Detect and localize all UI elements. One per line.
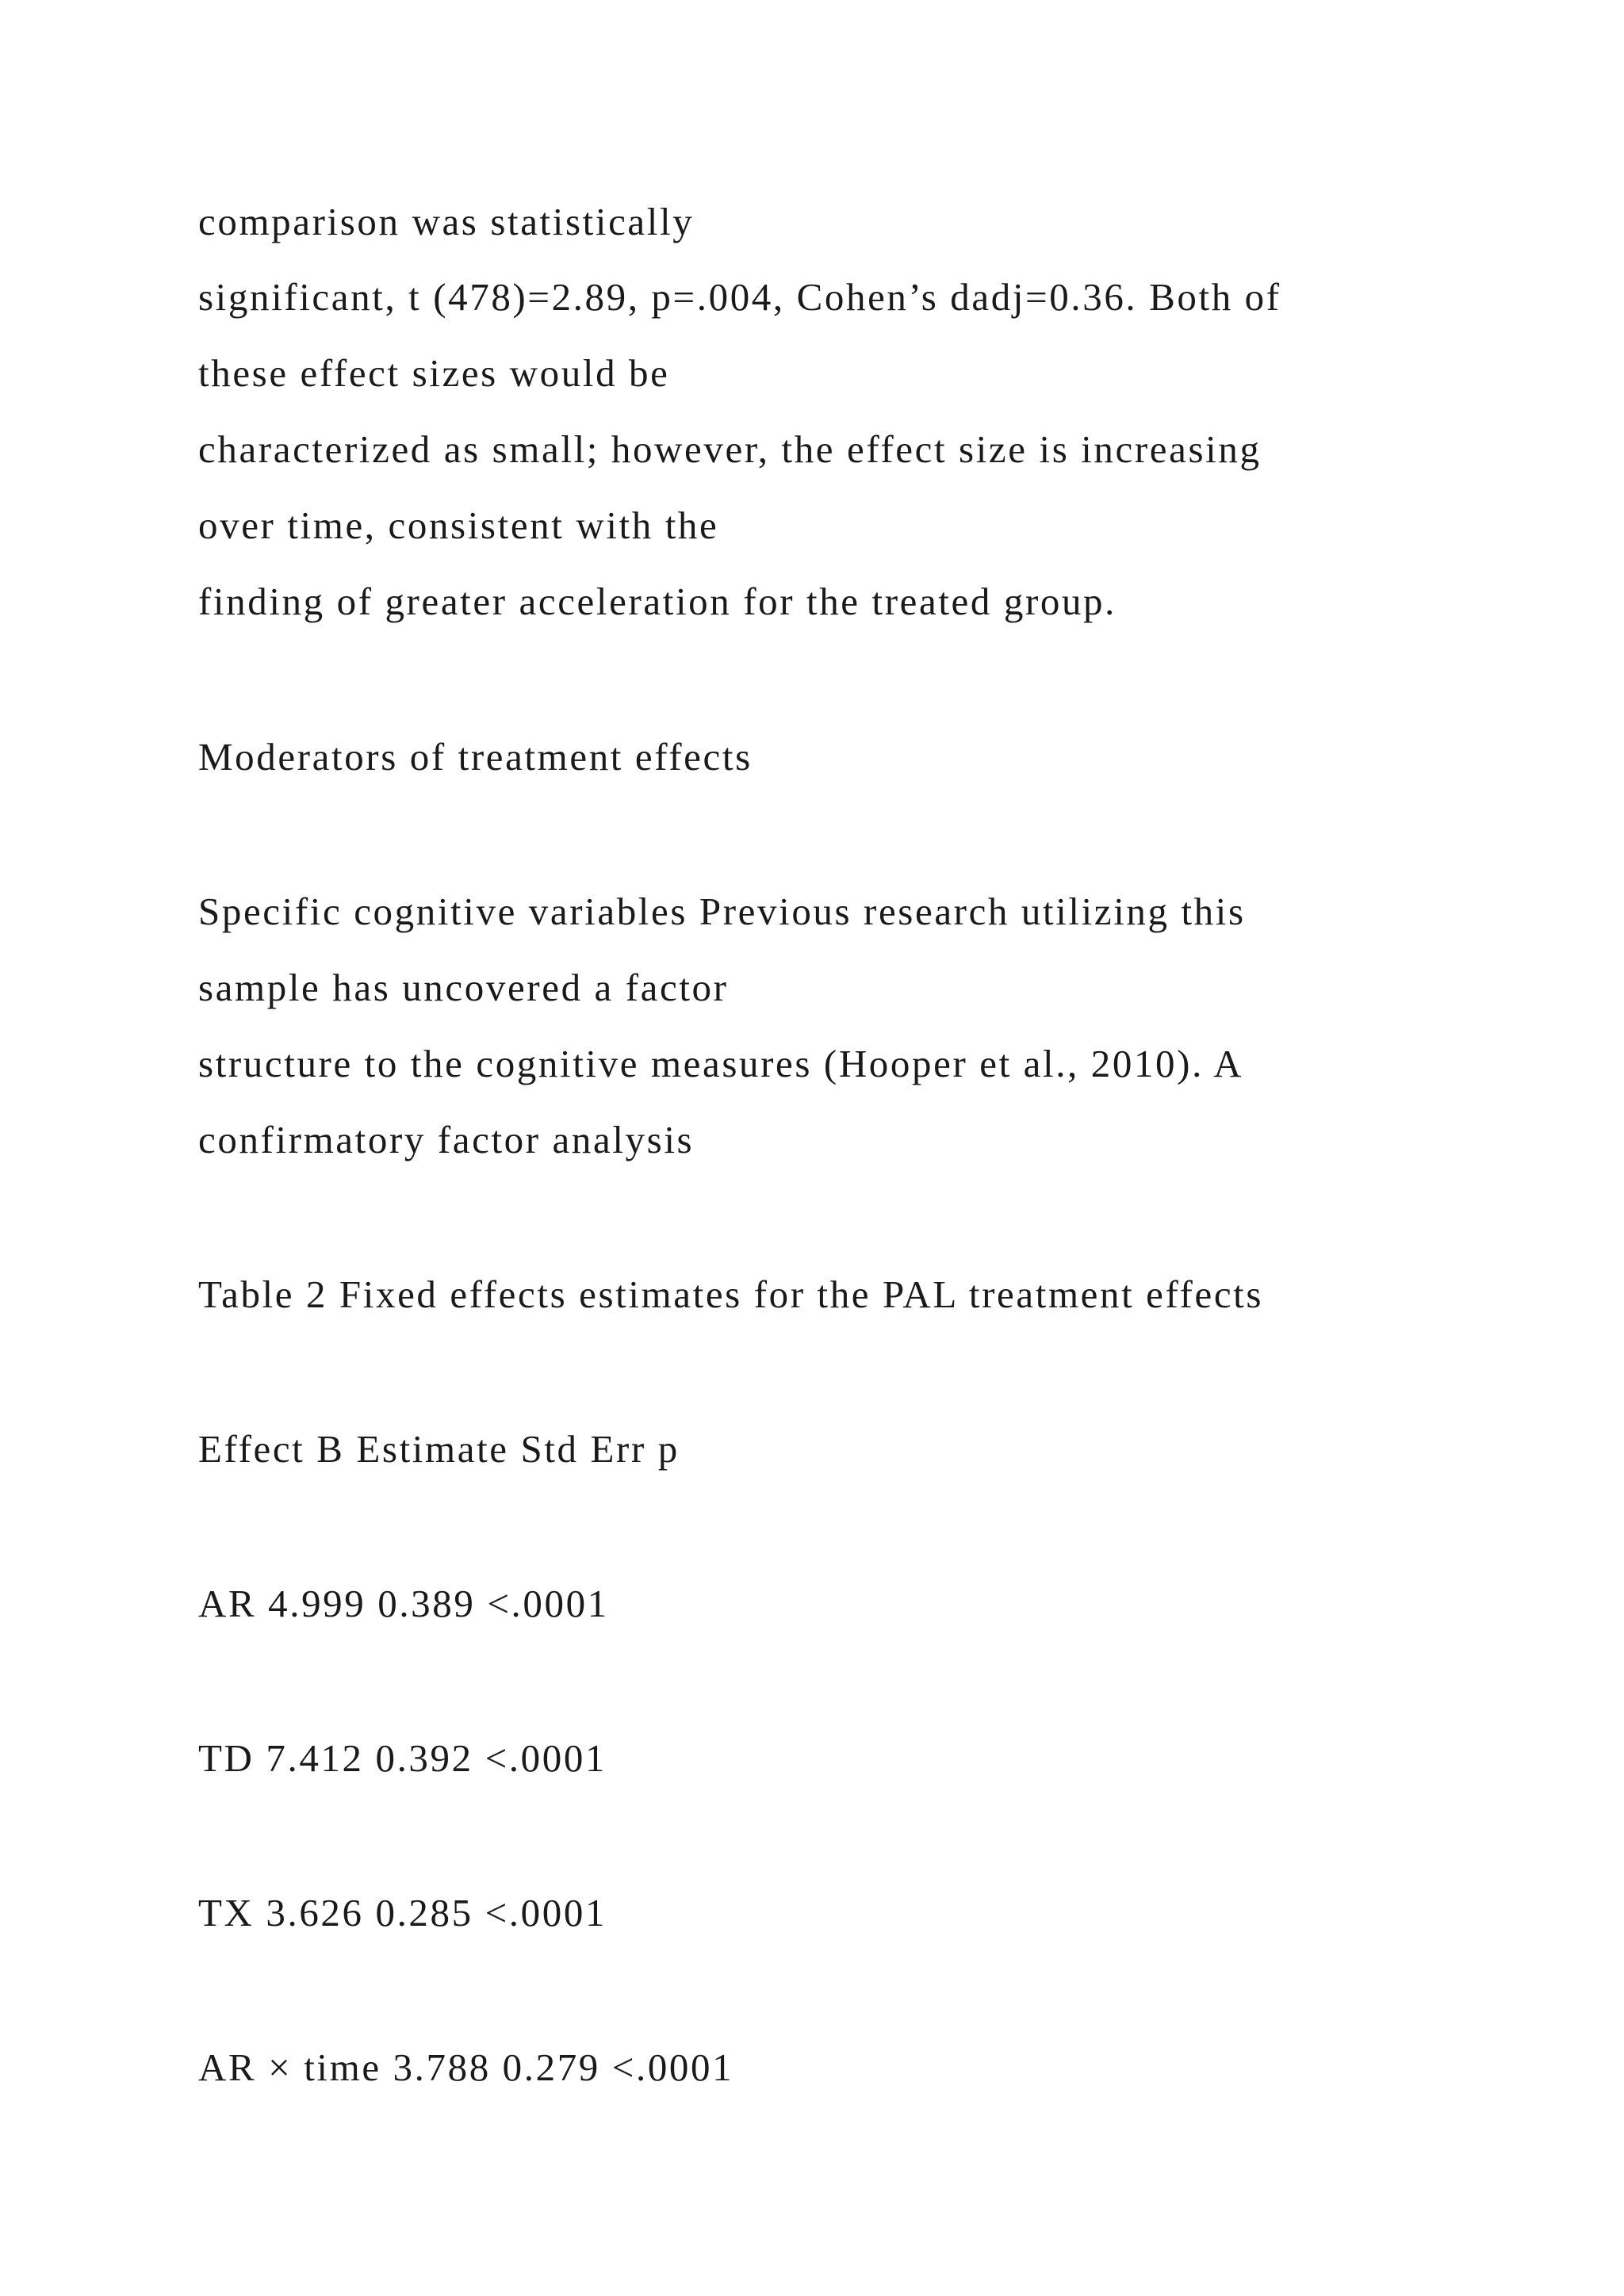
table-row: TD 7.412 0.392 <.0001 xyxy=(198,1736,607,1780)
table-header: Effect B Estimate Std Err p xyxy=(198,1427,680,1471)
paragraph-line: confirmatory factor analysis xyxy=(198,1118,695,1161)
paragraph-line: characterized as small; however, the effect size is increasing xyxy=(198,427,1262,471)
table-row: TX 3.626 0.285 <.0001 xyxy=(198,1891,607,1934)
paragraph-line: significant, t (478)=2.89, p=.004, Cohen’s dadj=0.36. Both of xyxy=(198,275,1281,319)
paragraph-line: these effect sizes would be xyxy=(198,351,670,395)
paragraph-line: sample has uncovered a factor xyxy=(198,966,729,1009)
paragraph-line: over time, consistent with the xyxy=(198,503,719,547)
table-row: AR 4.999 0.389 <.0001 xyxy=(198,1582,609,1625)
paragraph-line: comparison was statistically xyxy=(198,200,695,243)
table-row: AR × time 3.788 0.279 <.0001 xyxy=(198,2045,734,2089)
table-caption: Table 2 Fixed effects estimates for the PAL treatment effects xyxy=(198,1272,1264,1316)
paragraph-line: finding of greater acceleration for the treated group. xyxy=(198,580,1117,623)
paragraph-line: structure to the cognitive measures (Hooper et al., 2010). A xyxy=(198,1042,1244,1085)
paragraph-line: Specific cognitive variables Previous research utilizing this xyxy=(198,890,1246,933)
section-heading: Moderators of treatment effects xyxy=(198,735,753,779)
